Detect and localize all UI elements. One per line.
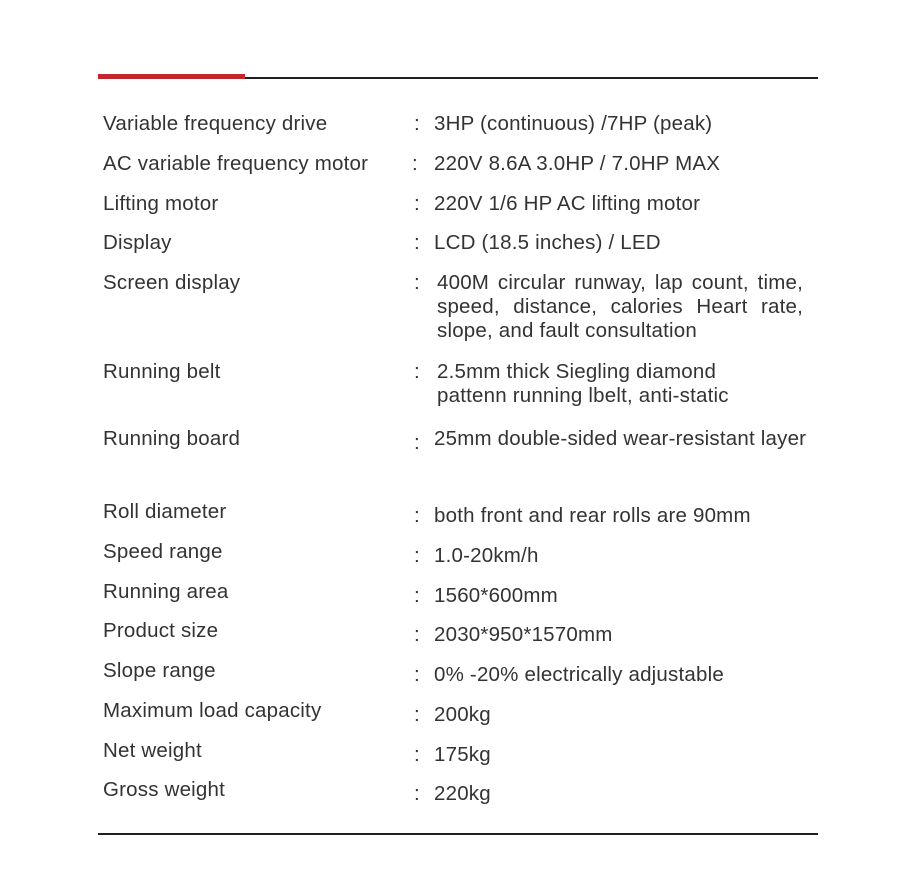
spec-colon: : bbox=[414, 703, 420, 726]
bottom-rule bbox=[98, 833, 818, 835]
spec-label: Running board bbox=[103, 427, 241, 450]
spec-label: Roll diameter bbox=[103, 500, 227, 523]
spec-label: Variable frequency drive bbox=[103, 112, 328, 135]
spec-colon: : bbox=[414, 544, 420, 567]
spec-value: 2.5mm thick Siegling diamond pattenn running lbelt, anti-static bbox=[437, 360, 729, 407]
accent-bar bbox=[98, 74, 245, 79]
spec-value: 220V 1/6 HP AC lifting motor bbox=[434, 192, 701, 215]
spec-value: 0% -20% electrically adjustable bbox=[434, 663, 724, 686]
spec-label: Net weight bbox=[103, 739, 202, 762]
spec-colon: : bbox=[412, 152, 418, 175]
spec-label: Running area bbox=[103, 580, 229, 603]
spec-value: 2030*950*1570mm bbox=[434, 623, 613, 646]
spec-colon: : bbox=[414, 192, 420, 215]
spec-label: Maximum load capacity bbox=[103, 699, 322, 722]
spec-value: 25mm double-sided wear-resistant layer bbox=[434, 427, 807, 450]
spec-value: 1.0-20km/h bbox=[434, 544, 539, 567]
spec-value: 220V 8.6A 3.0HP / 7.0HP MAX bbox=[434, 152, 721, 175]
spec-colon: : bbox=[414, 504, 420, 527]
spec-value: 175kg bbox=[434, 743, 491, 766]
spec-value: 220kg bbox=[434, 782, 491, 805]
spec-value: both front and rear rolls are 90mm bbox=[434, 504, 751, 527]
spec-label: Display bbox=[103, 231, 172, 254]
spec-value: 200kg bbox=[434, 703, 491, 726]
spec-value: 1560*600mm bbox=[434, 584, 558, 607]
spec-colon: : bbox=[414, 782, 420, 805]
spec-label: Lifting motor bbox=[103, 192, 219, 215]
spec-label: Slope range bbox=[103, 659, 216, 682]
spec-colon: : bbox=[414, 623, 420, 646]
spec-label: Running belt bbox=[103, 360, 221, 383]
spec-label: AC variable frequency motor bbox=[103, 152, 369, 175]
spec-colon: : bbox=[414, 271, 420, 294]
spec-colon: : bbox=[414, 112, 420, 135]
spec-colon: : bbox=[414, 431, 420, 454]
spec-label: Speed range bbox=[103, 540, 223, 563]
spec-colon: : bbox=[414, 231, 420, 254]
spec-label: Screen display bbox=[103, 271, 241, 294]
spec-value: 400M circular runway, lap count, time, speed, distance, calories Heart rate, slope, and fault consultation bbox=[437, 271, 803, 342]
spec-colon: : bbox=[414, 584, 420, 607]
spec-label: Gross weight bbox=[103, 778, 226, 801]
spec-value: LCD (18.5 inches) / LED bbox=[434, 231, 661, 254]
spec-label: Product size bbox=[103, 619, 219, 642]
spec-value: 3HP (continuous) /7HP (peak) bbox=[434, 112, 713, 135]
spec-colon: : bbox=[414, 663, 420, 686]
spec-colon: : bbox=[414, 743, 420, 766]
spec-colon: : bbox=[414, 360, 420, 383]
